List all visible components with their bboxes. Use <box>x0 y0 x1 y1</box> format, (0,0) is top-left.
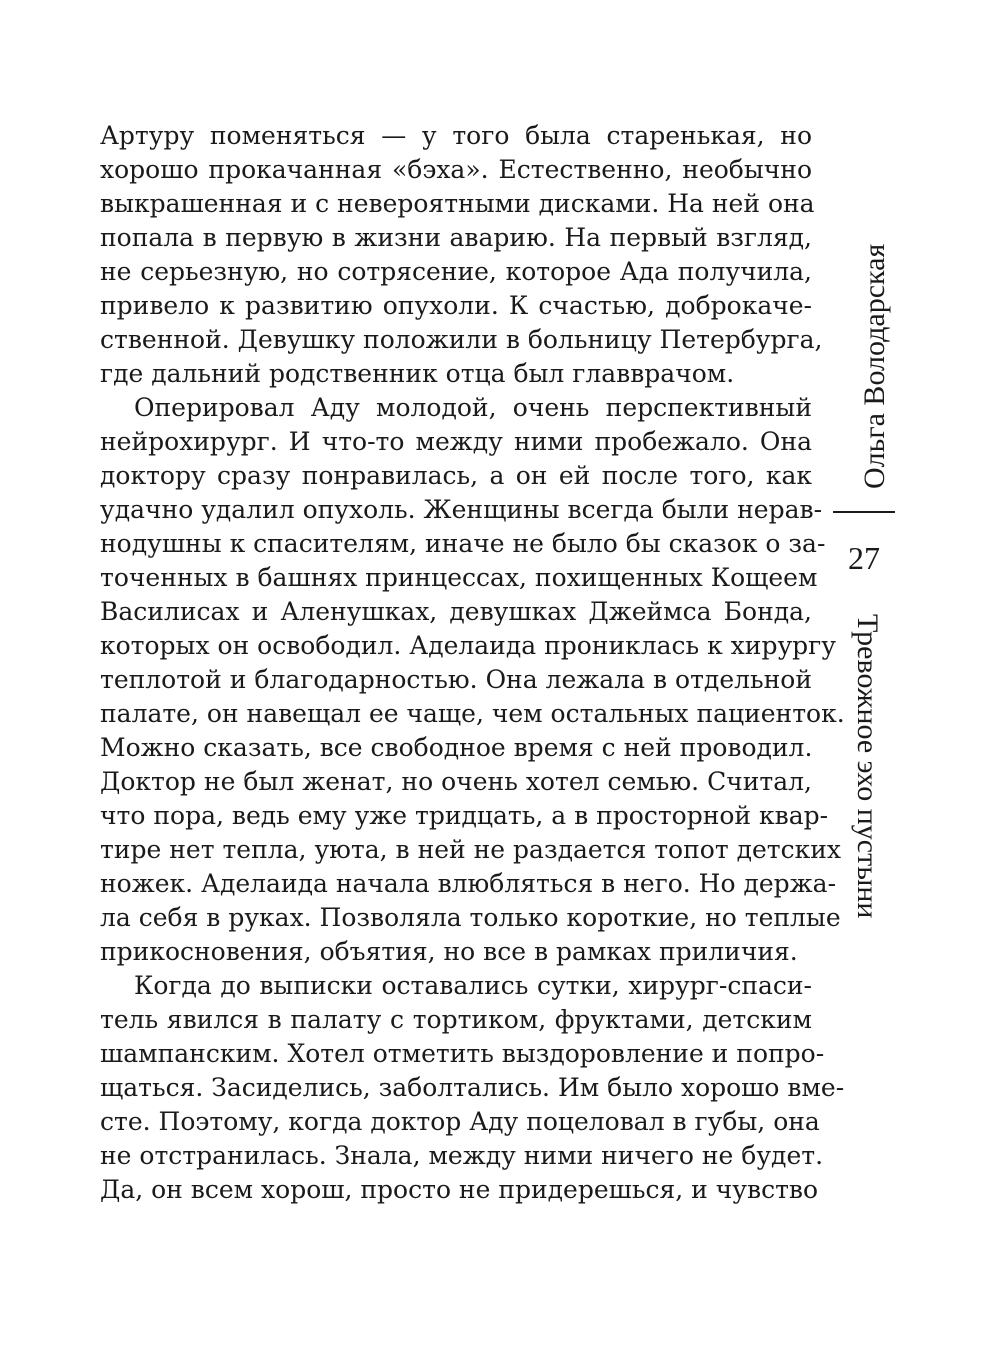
text-line: тире нет тепла, уюта, в ней не раздается топот детских <box>100 835 842 864</box>
text-line: прикосновения, объятия, но все в рамках приличия. <box>100 937 798 966</box>
text-line: ственной. Девушку положили в больницу Петербурга, <box>100 325 823 354</box>
text-line: где дальний родственник отца был главврачом. <box>100 359 735 388</box>
paragraph-2 <box>100 391 845 969</box>
text-line: теплотой и благодарностью. Она лежала в отдельной <box>100 665 812 694</box>
text-line: тель явился в палату с тортиком, фруктами, детским <box>100 1005 812 1034</box>
text-line: не серьезную, но сотрясение, которое Ада получила, <box>100 257 812 286</box>
text-line: ла себя в руках. Позволяла только короткие, но теплые <box>100 903 841 932</box>
text-line: шампанским. Хотел отметить выздоровление и попро- <box>100 1039 825 1068</box>
text-line: удачно удалил опухоль. Женщины всегда были нерав- <box>100 495 823 524</box>
text-line: выкрашенная и с невероятными дисками. На ней она <box>100 189 815 218</box>
text-line: Оперировал Аду молодой, очень перспективный <box>134 393 812 422</box>
text-line: Доктор не был женат, но очень хотел семью. Считал, <box>100 767 812 796</box>
text-line: хорошо прокачанная «бэха». Естественно, необычно <box>100 155 812 184</box>
text-line: Когда до выписки оставались сутки, хирург-спаси- <box>134 971 812 1000</box>
text-line: Можно сказать, все свободное время с ней проводил. <box>100 733 813 762</box>
text-line: Василисах и Аленушках, девушках Джеймса Бонда, <box>100 597 812 626</box>
text-line: которых он освободил. Аделаида прониклась к хирургу <box>100 631 836 660</box>
text-line: ножек. Аделаида начала влюбляться в него. Но держа- <box>100 869 837 898</box>
text-line: нодушны к спасителям, иначе не было бы сказок о за- <box>100 529 826 558</box>
text-line: что пора, ведь ему уже тридцать, а в просторной квар- <box>100 801 829 830</box>
paragraph-1 <box>100 119 823 391</box>
page-number: 27 <box>848 540 880 576</box>
text-line: попала в первую в жизни аварию. На первый взгляд, <box>100 223 812 252</box>
running-head-divider <box>833 511 895 513</box>
running-head-book-title: Тревожное эхо пустыни <box>851 614 884 919</box>
text-line: нейрохирург. И что-то между ними пробежало. Она <box>100 427 812 456</box>
text-line: сте. Поэтому, когда доктор Аду поцеловал в губы, она <box>100 1107 820 1136</box>
text-line: щаться. Засиделись, заболтались. Им было хорошо вме- <box>100 1073 845 1102</box>
body-text <box>100 119 845 1207</box>
text-line: Да, он всем хорош, просто не придерешься, и чувство <box>100 1175 819 1204</box>
text-line: доктору сразу понравилась, а он ей после того, как <box>100 461 812 490</box>
paragraph-3 <box>100 969 845 1207</box>
text-line: не отстранилась. Знала, между ними ничего не будет. <box>100 1141 824 1170</box>
text-line: Артуру поменяться — у того была старенькая, но <box>100 121 812 150</box>
text-line: палате, он навещал ее чаще, чем остальных пациенток. <box>100 699 845 728</box>
text-line: точенных в башнях принцессах, похищенных Кощеем <box>100 563 818 592</box>
text-line: привело к развитию опухоли. К счастью, доброкаче- <box>100 291 812 320</box>
running-head-author: Ольга Володарская <box>858 243 891 489</box>
